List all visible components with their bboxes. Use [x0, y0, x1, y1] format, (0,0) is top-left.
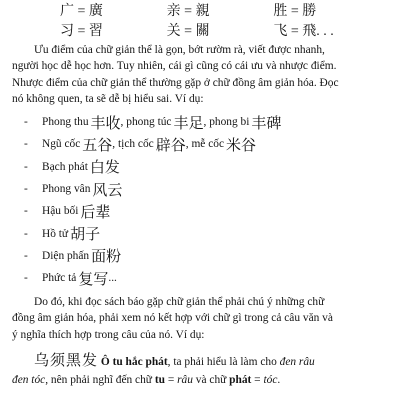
example-text: ...	[108, 272, 117, 285]
example-item	[24, 245, 382, 267]
example-hanzi: 丰碑	[251, 115, 282, 132]
example-text: Bạch phát	[42, 160, 88, 173]
example-hanzi: 复写	[78, 271, 109, 288]
paragraph-caution	[12, 294, 390, 343]
paragraph-line: Ưu điểm của chữ giản thể là gọn, bớt rườm rà, viết được nhanh,	[34, 44, 325, 56]
example-text: Phong thu	[42, 116, 89, 129]
text-fragment: và chữ	[192, 374, 230, 386]
example-text: , phong túc	[120, 116, 172, 129]
char-row	[60, 20, 380, 40]
text-fragment: , nên phải nghĩ đến chữ	[45, 374, 155, 386]
example-hanzi: 风云	[92, 182, 123, 199]
example-text: Diện phấn	[42, 249, 90, 262]
meaning-toc: tóc	[263, 374, 278, 386]
example-hanzi: 米谷	[226, 137, 257, 154]
example-text: , tịch cốc	[112, 138, 154, 151]
text-fragment: =	[251, 374, 264, 386]
example-list	[24, 111, 382, 289]
example-text: Phong vân	[42, 183, 91, 196]
paragraph-line: Nhược điểm của chữ giản thể thường gặp ở chữ đồng âm giản hóa. Đọc	[12, 76, 339, 89]
bullet-dash: -	[24, 227, 28, 240]
example-hanzi: 胡子	[70, 227, 101, 244]
character-comparison-table	[60, 0, 380, 40]
example-text: Hậu bối	[42, 205, 79, 218]
char-pair: 习 = 習	[60, 24, 103, 39]
example-hanzi: 乌须黑发	[34, 353, 99, 369]
paragraph-advantages	[12, 42, 390, 108]
final-example	[12, 352, 392, 389]
bullet-dash: -	[24, 116, 28, 129]
example-text: , phong bi	[203, 116, 250, 129]
example-item	[24, 178, 382, 200]
paragraph-line: đồng âm giản hóa, phải xem nó kết hợp với chữ gì trong cả câu văn và	[12, 312, 333, 325]
bullet-dash: -	[24, 272, 28, 285]
example-text: Hồ tử	[42, 227, 69, 240]
text-fragment: .	[277, 374, 281, 386]
example-item	[24, 133, 382, 155]
example-hanzi: 后辈	[80, 204, 111, 221]
keyword-tu: tu	[154, 374, 165, 386]
paragraph-line: ý nghĩa thích hợp trong câu của nó. Ví dụ:	[12, 328, 205, 341]
example-item	[24, 156, 382, 178]
char-pair: 广 = 廣	[60, 4, 103, 19]
bullet-dash: -	[24, 183, 28, 196]
text-fragment: =	[164, 374, 178, 386]
example-text: Phức tả	[42, 272, 77, 285]
example-text: Ngũ cốc	[42, 138, 81, 151]
example-hanzi: 丰足	[173, 115, 204, 132]
text-fragment: , ta phải hiểu là làm cho	[167, 356, 280, 368]
char-pair: 亲 = 親	[166, 4, 210, 19]
bullet-dash: -	[24, 138, 28, 151]
char-pair: 飞 = 飛. . .	[273, 24, 334, 39]
example-hanzi: 白发	[89, 160, 120, 177]
example-item	[24, 200, 382, 222]
meaning-fragment: đen tóc	[12, 374, 46, 386]
paragraph-line: Do đó, khi đọc sách báo gặp chữ giản thể phải chú ý những chữ	[34, 296, 325, 308]
example-hanzi: 丰收	[90, 115, 121, 132]
pinyin-reading: Ô tu hắc phát	[98, 356, 168, 368]
example-hanzi: 面粉	[91, 249, 122, 266]
example-hanzi: 辟谷	[155, 137, 186, 154]
bullet-dash: -	[24, 160, 28, 173]
example-hanzi: 五谷	[82, 137, 113, 154]
char-pair: 关 = 關	[166, 24, 210, 39]
meaning-rau: râu	[177, 374, 193, 386]
char-pair: 胜 = 勝	[273, 4, 317, 19]
example-item	[24, 222, 382, 244]
keyword-phat: phát	[229, 374, 252, 386]
bullet-dash: -	[24, 205, 28, 218]
char-row	[60, 0, 380, 20]
example-item	[24, 267, 382, 289]
meaning-fragment: đen râu	[279, 356, 315, 368]
example-text: , mễ cốc	[185, 138, 225, 151]
bullet-dash: -	[24, 249, 28, 262]
example-item	[24, 111, 382, 133]
paragraph-line: nó không quen, ta sẽ dễ bị hiểu sai. Ví dụ:	[12, 93, 204, 106]
paragraph-line: người học dễ học hơn. Tuy nhiên, cái gì cũng có cái ưu và nhược điểm.	[12, 60, 337, 73]
